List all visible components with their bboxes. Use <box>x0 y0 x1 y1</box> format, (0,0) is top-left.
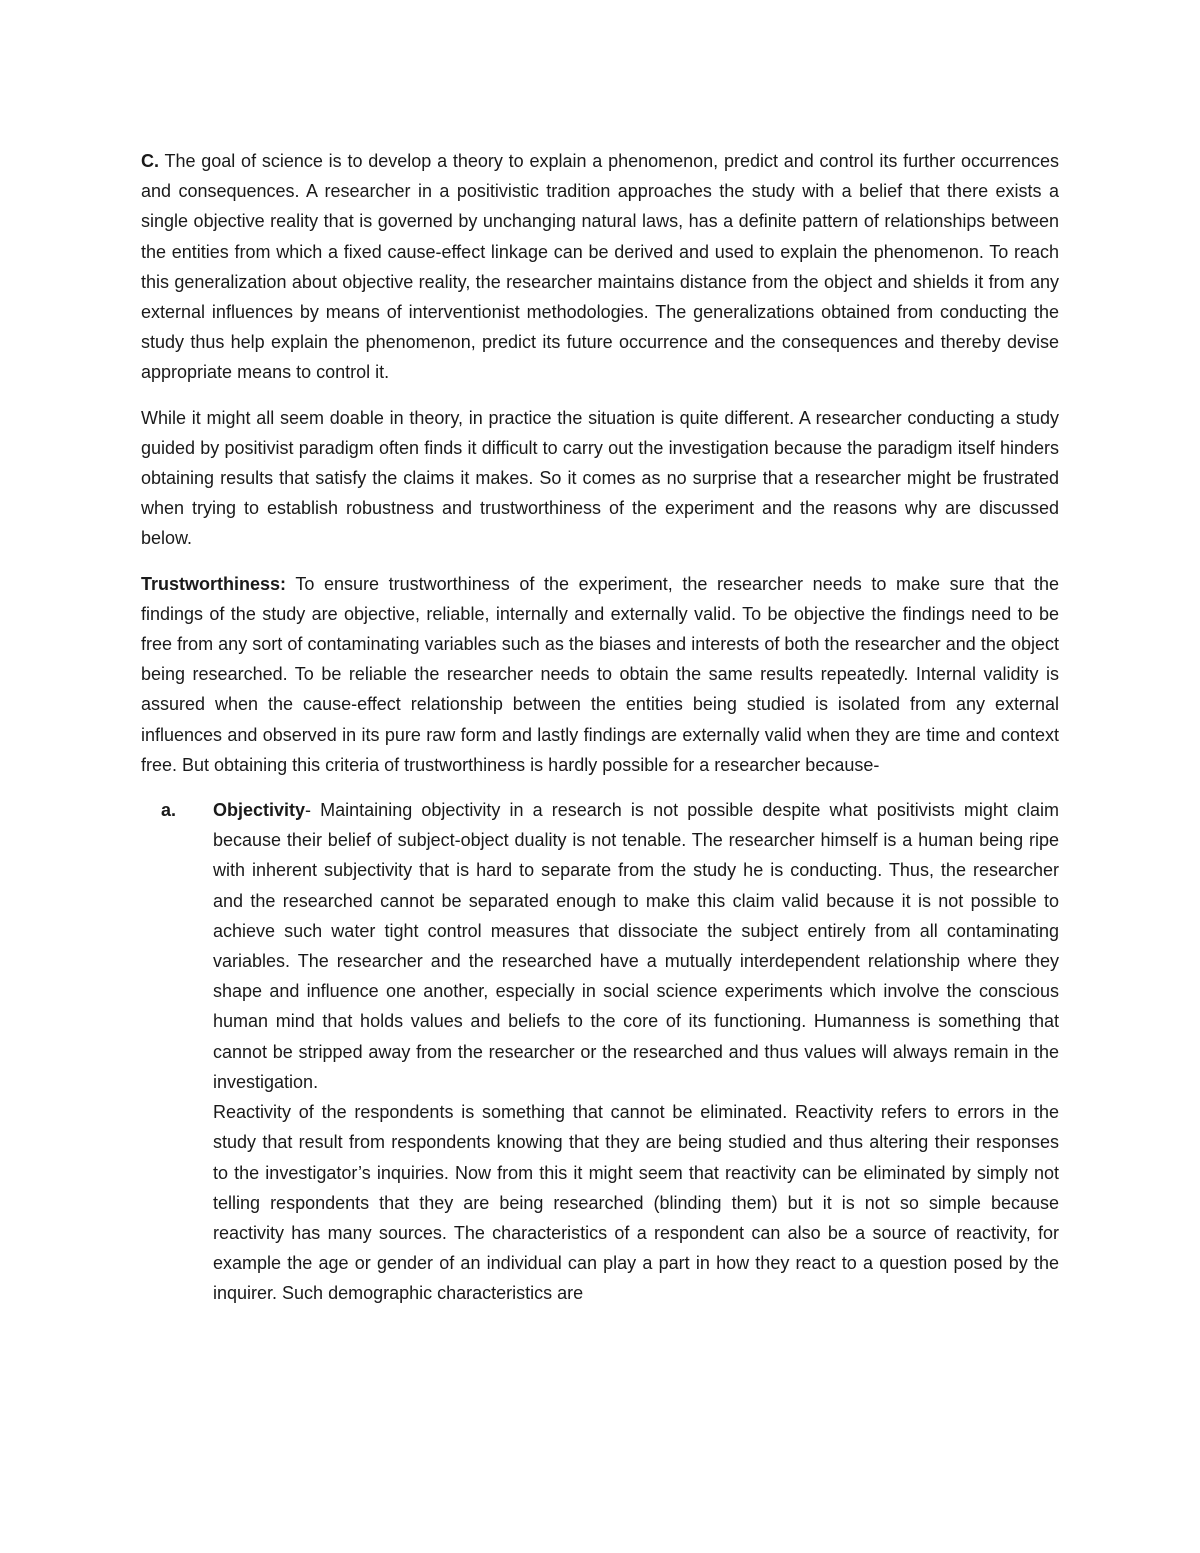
trustworthiness-heading: Trustworthiness: <box>141 573 287 594</box>
trustworthiness-paragraph <box>141 569 1059 780</box>
practice-paragraph <box>141 403 1059 554</box>
criteria-list <box>141 795 1059 1308</box>
reactivity-text: Reactivity of the respondents is something that cannot be eliminated. Reactivity refers to errors in the study that result from respondents knowing that they are being studied and thus altering their responses to the investigator’s inquiries. Now from this it might seem that reactivity can be eliminated by simply not telling respondents that they are being researched (blinding them) but it is not so simple because reactivity has many sources. The characteristics of a respondent can also be a source of reactivity, for example the age or gender of an individual can play a part in how they react to a question posed by the inquirer. Such demographic characteristics are <box>213 1102 1059 1304</box>
trustworthiness-text: To ensure trustworthiness of the experiment, the researcher needs to make sure that the findings of the study are objective, reliable, internally and externally valid. To be objective the findings need to be free from any sort of contaminating variables such as the biases and interests of both the researcher and the object being researched. To be reliable the researcher needs to obtain the same results repeatedly. Internal validity is assured when the cause-effect relationship between the entities being studied is isolated from any external influences and observed in its pure raw form and lastly findings are externally valid when they are time and context free. But obtaining this criteria of trustworthiness is hardly possible for a researcher because- <box>141 573 1059 775</box>
list-marker: a. <box>161 800 177 821</box>
intro-text: The goal of science is to develop a theory to explain a phenomenon, predict and control its further occurrences and consequences. A researcher in a positivistic tradition approaches the study with a belief that there exists a single objective reality that is governed by unchanging natural laws, has a definite pattern of relationships between the entities from which a fixed cause-effect linkage can be derived and used to explain the phenomenon. To reach this generalization about objective reality, the researcher maintains distance from the object and shields it from any external influences by means of interventionist methodologies. The generalizations obtained from conducting the study thus help explain the phenomenon, predict its future occurrence and the consequences and thereby devise appropriate means to control it. <box>141 151 1059 383</box>
practice-text: While it might all seem doable in theory, in practice the situation is quite different. A researcher conducting a study guided by positivist paradigm often finds it difficult to carry out the investigation because the paradigm itself hinders obtaining results that satisfy the claims it makes. So it comes as no surprise that a researcher might be frustrated when trying to establish robustness and trustworthiness of the experiment and the reasons why are discussed below. <box>141 407 1059 549</box>
list-item-objectivity <box>141 795 1059 1097</box>
objectivity-heading: Objectivity <box>213 800 306 821</box>
document-body <box>141 146 1059 1309</box>
objectivity-text: - Maintaining objectivity in a research is not possible despite what positivists might claim because their belief of subject-object duality is not tenable. The researcher himself is a human being ripe with inherent subjectivity that is hard to separate from the study he is conducting. Thus, the researcher and the researched cannot be separated enough to make this claim valid because it is not possible to achieve such water tight control measures that dissociate the subject entirely from all contaminating variables. The researcher and the researched have a mutually interdependent relationship where they shape and influence one another, especially in social science experiments which involve the conscious human mind that holds values and beliefs to the core of its functioning. Humanness is something that cannot be stripped away from the researcher or the researched and thus values will always remain in the investigation. <box>213 800 1059 1092</box>
section-label: C. <box>141 151 159 171</box>
reactivity-paragraph <box>141 1097 1059 1308</box>
intro-paragraph <box>141 146 1059 388</box>
